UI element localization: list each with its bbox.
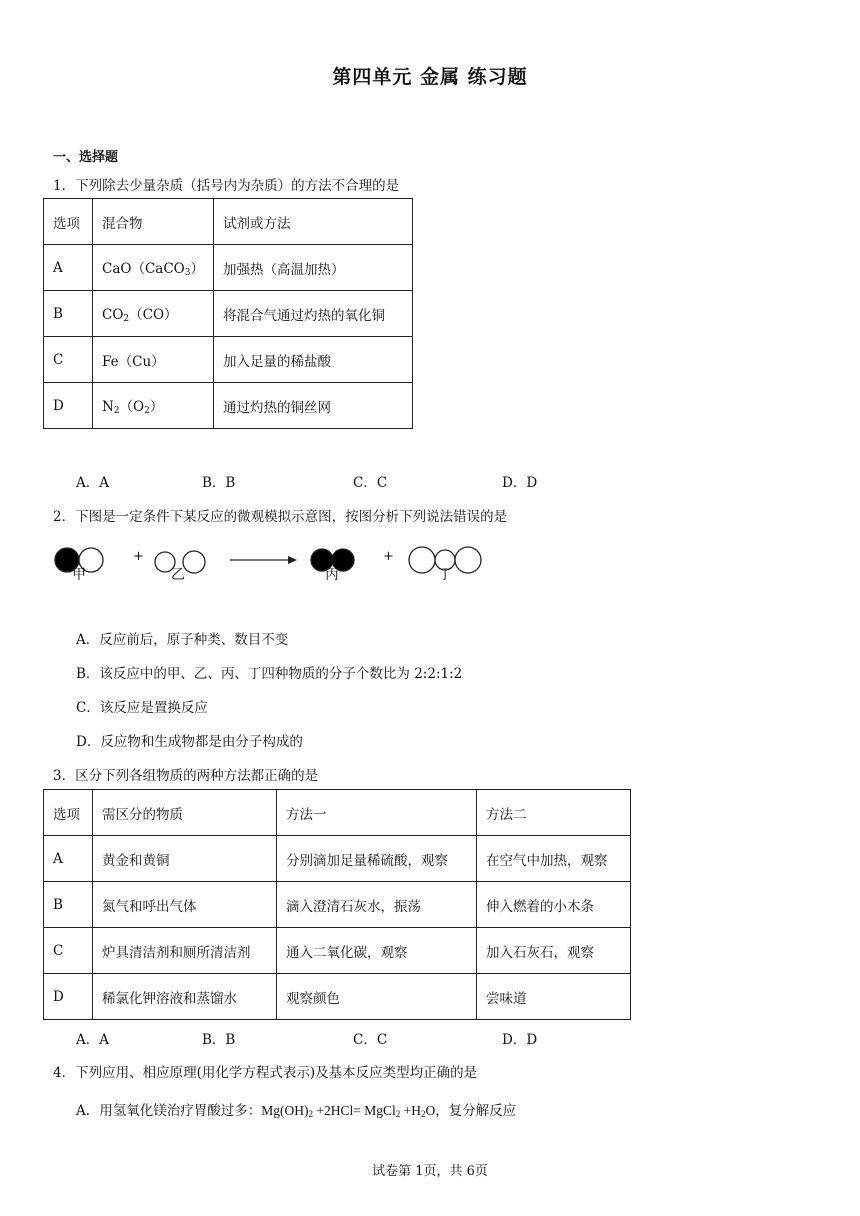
table-cell: 氮气和呼出气体: [93, 882, 277, 928]
mixture-cell: $CO_2(CO)$: [93, 291, 214, 337]
choice-b[interactable]: B．B: [202, 475, 236, 491]
page-footer: 试卷第 1页，共 6页: [372, 1164, 488, 1179]
table-cell: 通入二氧化碳，观察: [277, 928, 477, 974]
choice-a[interactable]: A．A: [76, 475, 109, 491]
table-row: [44, 928, 631, 974]
method-cell: 加入足量的稀盐酸: [213, 337, 412, 383]
table-header-row: [44, 790, 631, 836]
table-cell: D: [44, 974, 93, 1020]
method-cell: 将混合气通过灼热的氧化铜: [213, 291, 412, 337]
q4-option-a[interactable]: A．用氢氧化镁治疗胃酸过多：$Mg(OH)_2 +2HCl=$ MgCl$_2$ $+H_2O$，复分解反应: [76, 1103, 517, 1119]
table-cell: 黄金和黄铜: [93, 836, 277, 882]
label-jia: 甲: [72, 567, 86, 583]
header-cell: 方法二: [477, 790, 631, 836]
mixture-cell: CaO（CaCO$_3$）: [93, 245, 214, 291]
choice-c[interactable]: C．C: [353, 1032, 388, 1048]
white-atom-icon: [455, 547, 481, 573]
q2-option-d[interactable]: D．反应物和生成物都是由分子构成的: [76, 734, 303, 750]
question-4-stem: 4．下列应用、相应原理(用化学方程式表示)及基本反应类型均正确的是: [53, 1065, 478, 1081]
table-cell: 分别滴加足量稀硫酸，观察: [277, 836, 477, 882]
option-cell: B: [44, 291, 93, 337]
header-cell: 试剂或方法: [213, 199, 412, 245]
white-atom-icon: [183, 551, 205, 573]
header-cell: 需区分的物质: [93, 790, 277, 836]
page-title: 第四单元 金属 练习题: [332, 66, 528, 88]
option-cell: A: [44, 245, 93, 291]
table-cell: 稀氯化钾溶液和蒸馏水: [93, 974, 277, 1020]
choice-d[interactable]: D．D: [502, 1032, 538, 1048]
white-atom-icon: [409, 547, 435, 573]
table-row: [44, 974, 631, 1020]
header-cell: 方法一: [277, 790, 477, 836]
method-cell: 通过灼热的铜丝网: [213, 383, 412, 429]
header-cell: 混合物: [93, 199, 214, 245]
reaction-diagram: [0, 0, 860, 600]
q2-option-c[interactable]: C．该反应是置换反应: [76, 700, 208, 716]
table-cell: 在空气中加热，观察: [477, 836, 631, 882]
q2-option-a[interactable]: A．反应前后，原子种类、数目不变: [76, 632, 289, 648]
table-cell: A: [44, 836, 93, 882]
label-ding: 丁: [438, 567, 452, 583]
arrow-head-icon: [288, 556, 297, 564]
table-cell: 伸入燃着的小木条: [477, 882, 631, 928]
mixture-cell: Fe（Cu）: [93, 337, 214, 383]
question-3-table: [43, 789, 631, 1020]
table-cell: 观察颜色: [277, 974, 477, 1020]
table-cell: 加入石灰石，观察: [477, 928, 631, 974]
table-cell: 滴入澄清石灰水，振荡: [277, 882, 477, 928]
table-row: [44, 836, 631, 882]
table-cell: C: [44, 928, 93, 974]
section-heading: 一、选择题: [53, 150, 119, 165]
option-cell: D: [44, 383, 93, 429]
choice-d[interactable]: D．D: [502, 475, 538, 491]
table-cell: B: [44, 882, 93, 928]
mixture-cell: $N_2(O_2)$: [93, 383, 214, 429]
table-cell: 炉具清洁剂和厕所清洁剂: [93, 928, 277, 974]
header-cell: 选项: [44, 199, 93, 245]
q2-option-b[interactable]: B．该反应中的甲、乙、丙、丁四种物质的分子个数比为 2:2:1:2: [76, 666, 463, 682]
label-yi: 乙: [171, 567, 185, 583]
plus-sign: +: [383, 549, 394, 564]
method-cell: 加强热（高温加热）: [213, 245, 412, 291]
option-cell: C: [44, 337, 93, 383]
header-cell: 选项: [44, 790, 93, 836]
choice-b[interactable]: B．B: [202, 1032, 236, 1048]
question-1-stem: 1．下列除去少量杂质（括号内为杂质）的方法不合理的是: [53, 178, 400, 194]
plus-sign: +: [133, 549, 144, 564]
table-cell: 尝味道: [477, 974, 631, 1020]
question-3-stem: 3．区分下列各组物质的两种方法都正确的是: [53, 768, 319, 784]
table-row: [44, 882, 631, 928]
question-2-stem: 2．下图是一定条件下某反应的微观模拟示意图，按图分析下列说法错误的是: [53, 509, 508, 525]
choice-c[interactable]: C．C: [353, 475, 388, 491]
choice-a[interactable]: A．A: [76, 1032, 109, 1048]
label-bing: 丙: [325, 567, 339, 583]
